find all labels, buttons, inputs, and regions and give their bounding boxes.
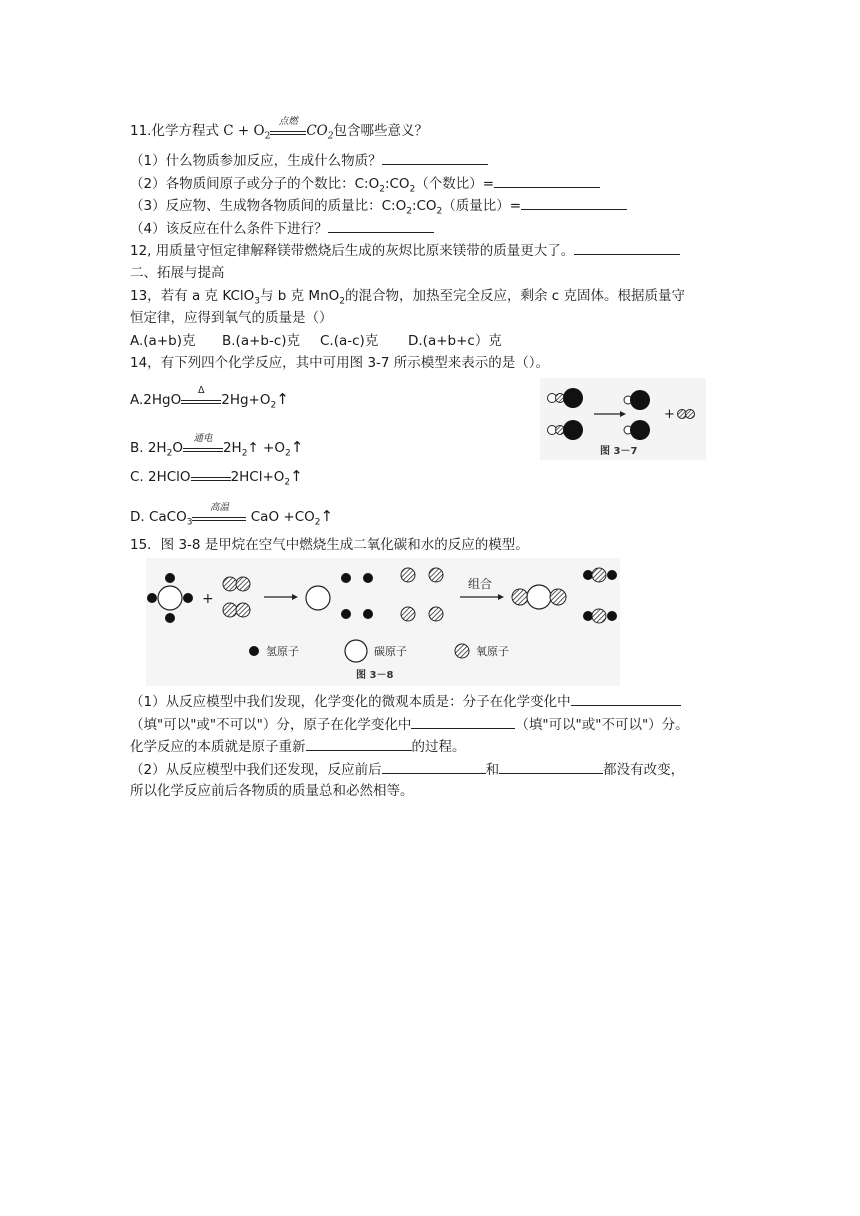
q11-ignite-equals: 点燃 [270, 125, 306, 135]
answer-blank[interactable] [411, 715, 515, 729]
legend-carbon: 碳原子 [374, 645, 407, 658]
figure-caption: 图 3－8 [356, 670, 394, 681]
q11-formula-left: $C + O_2$ [223, 123, 271, 142]
q11-prefix: 11.化学方程式 [130, 123, 219, 139]
q11-item-4: （4）该反应在什么条件下进行？ [130, 219, 434, 238]
answer-blank[interactable] [571, 692, 681, 706]
hydrogen-atom [363, 573, 373, 583]
q14-option-a[interactable]: A.2HgO Δ $2Hg+O_2↑$ [130, 385, 289, 411]
q11-item-2: （2）各物质间原子或分子的个数比：$C:O_2:CO_2$（个数比）= [130, 174, 600, 199]
q11-item-1: （1）什么物质参加反应，生成什么物质？ [130, 151, 488, 170]
oxygen-atom [429, 568, 443, 582]
answer-blank[interactable] [521, 196, 627, 210]
answer-blank[interactable] [328, 219, 434, 233]
answer-blank[interactable] [574, 241, 680, 255]
high-temp-equals: 高温 [192, 511, 246, 521]
answer-blank[interactable] [306, 737, 412, 751]
electrolysis-equals: 通电 [183, 442, 223, 452]
q15-p2-line-1: （2）从反应模型中我们还发现，反应前后 和 都没有改变， [130, 762, 685, 778]
q13-options [130, 332, 502, 350]
section-title: 二、拓展与提高 [130, 265, 225, 281]
q13-option-a[interactable]: A.(a+b)克 [130, 333, 196, 349]
answer-blank[interactable] [382, 760, 486, 774]
combine-label: 组合 [468, 577, 493, 591]
answer-blank[interactable] [494, 174, 600, 188]
q13-option-b[interactable]: B.(a+b-c)克 [222, 333, 301, 349]
q14-option-b[interactable]: B. $2H_2O$ 通电 $2H_2↑$ $+O_2↑$ [130, 433, 304, 459]
q14-stem: 14，有下列四个化学反应，其中可用图 3-7 所示模型来表示的是（）。 [130, 355, 550, 371]
carbon-atom [306, 586, 330, 610]
carbon-dioxide-molecule [512, 585, 566, 609]
q15-p2-line-2: 所以化学反应前后各物质的质量总和必然相等。 [130, 783, 414, 799]
q11-suffix: 包含哪些意义？ [333, 123, 428, 139]
q14-option-c[interactable]: C. 2HClO $2HCl+O_2↑$ [130, 467, 303, 488]
figure-3-7 [540, 378, 706, 460]
hydrogen-atom [341, 573, 351, 583]
q15-stem: 15．图 3-8 是甲烷在空气中燃烧生成二氧化碳和水的反应的模型。 [130, 537, 529, 553]
figure-caption: 图 3－7 [600, 446, 638, 457]
q13-option-c[interactable]: C.(a-c)克 [320, 333, 379, 349]
oxygen-atom [401, 568, 415, 582]
water-molecule [583, 609, 617, 623]
legend-hydrogen: 氢原子 [266, 645, 299, 658]
q11-title [130, 116, 428, 146]
legend-carbon-swatch [345, 640, 367, 662]
q11-formula-right: $CO_2$ [306, 123, 334, 142]
legend-hydrogen-swatch [249, 646, 259, 656]
q15-p1-line-1: （1）从反应模型中我们发现，化学变化的微观本质是：分子在化学变化中 [130, 692, 681, 711]
hydrogen-atom [341, 609, 351, 619]
oxygen-atom [429, 607, 443, 621]
legend-oxygen: 氧原子 [476, 645, 509, 658]
plus-sign: + [202, 591, 214, 607]
hydrogen-atom [363, 609, 373, 619]
answer-blank[interactable] [499, 760, 603, 774]
plain-equals [191, 471, 231, 481]
q15-p1-line-2: （填"可以"或"不可以"）分，原子在化学变化中 （填"可以"或"不可以"）分。 [130, 717, 689, 733]
q11-item-3: （3）反应物、生成物各物质间的质量比：$C:O_2:CO_2$（质量比）= [130, 196, 627, 221]
oxygen-atom [401, 607, 415, 621]
q13-option-d[interactable]: D.(a+b+c）克 [408, 333, 502, 349]
water-molecule [583, 568, 617, 582]
q13-line-2: 恒定律，应得到氧气的质量是（） [130, 310, 333, 326]
legend-oxygen-swatch [455, 644, 469, 658]
plus-sign: + [664, 407, 675, 422]
q13-line-1: 13，若有 a 克 KClO$_3$与 b 克 MnO$_2$的混合物，加热至完全反应，剩余 c 克固体。根据质量守 [130, 288, 686, 307]
heat-equals: Δ [181, 394, 221, 404]
q15-p1-line-3: 化学反应的本质就是原子重新 的过程。 [130, 739, 466, 755]
q12: 12, 用质量守恒定律解释镁带燃烧后生成的灰烬比原来镁带的质量更大了。 [130, 241, 680, 260]
answer-blank[interactable] [382, 151, 488, 165]
figure-3-8 [146, 558, 620, 686]
q14-option-d[interactable]: D. CaCO$_3$ 高温 CaO $+CO_2↑$ [130, 502, 334, 528]
